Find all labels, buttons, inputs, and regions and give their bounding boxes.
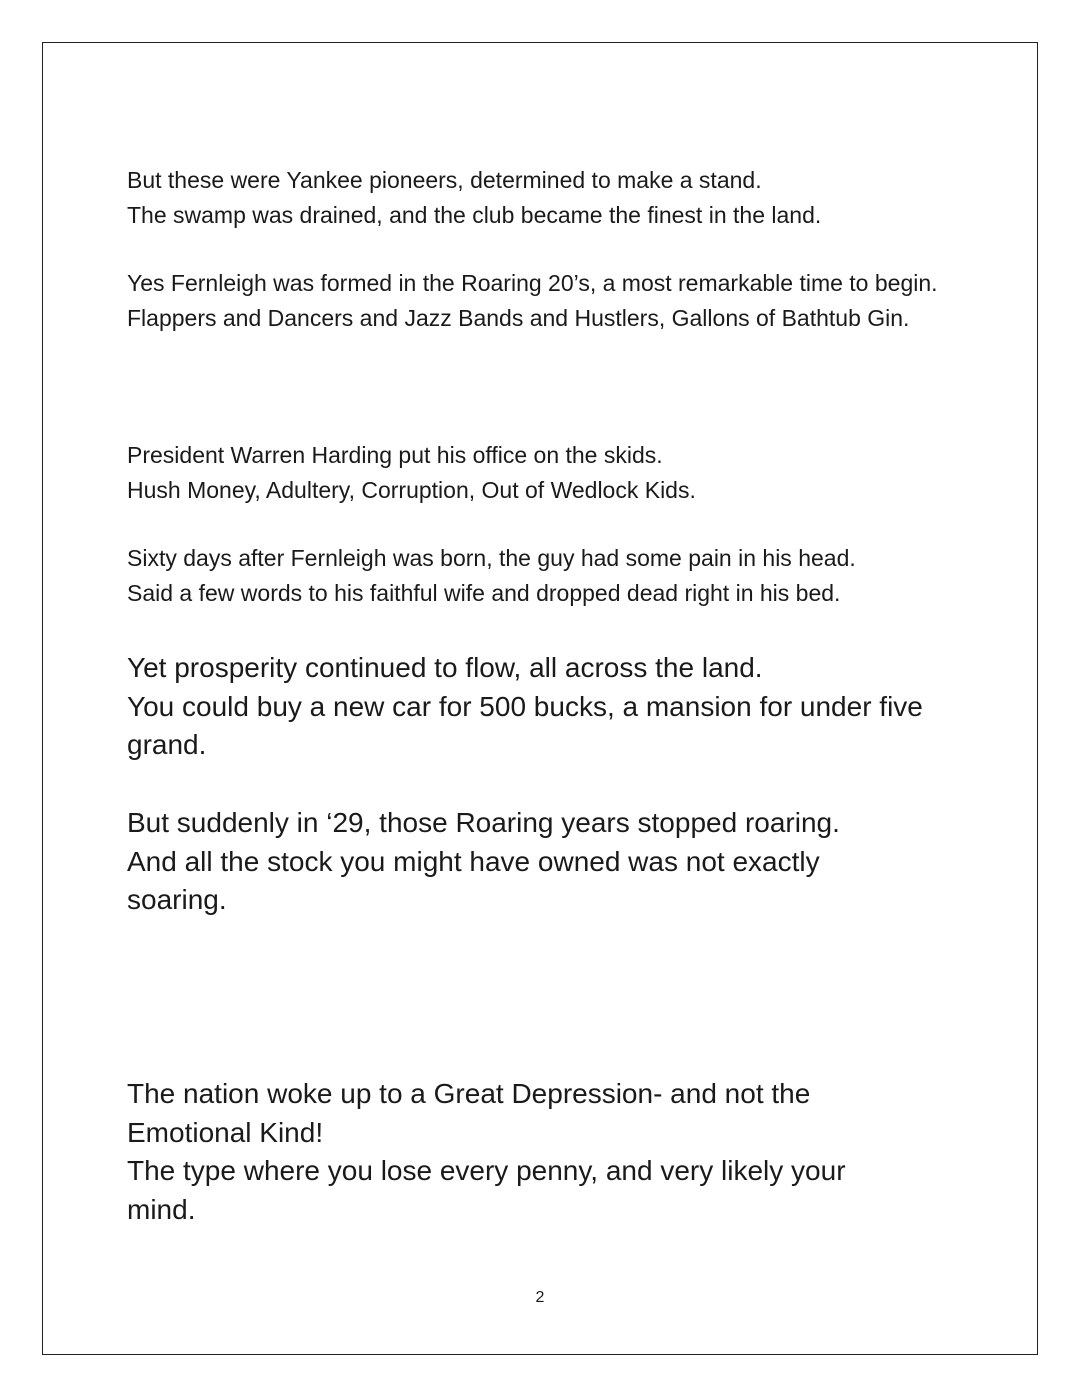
stanza-7 (127, 1075, 907, 1229)
stanza-line: The type where you lose every penny, and very likely your mind. (127, 1155, 846, 1225)
stanza-line: And all the stock you might have owned was not exactly soaring. (127, 845, 820, 915)
stanza-line: Sixty days after Fernleigh was born, the guy had some pain in his head. (127, 545, 856, 571)
stanza-line: The nation woke up to a Great Depression- and not the Emotional Kind! (127, 1078, 811, 1148)
stanza-4 (127, 541, 967, 610)
stanza-line: But these were Yankee pioneers, determined to make a stand. (127, 167, 762, 193)
stanza-line: You could buy a new car for 500 bucks, a mansion for under five grand. (127, 690, 923, 760)
stanza-5 (127, 649, 967, 765)
stanza-line: Yet prosperity continued to flow, all across the land. (127, 652, 763, 683)
stanza-line: Said a few words to his faithful wife and dropped dead right in his bed. (127, 579, 841, 606)
stanza-line: The swamp was drained, and the club became the finest in the land. (127, 201, 822, 228)
stanza-line: Hush Money, Adultery, Corruption, Out of Wedlock Kids. (127, 476, 696, 503)
stanza-line: Yes Fernleigh was formed in the Roaring 20’s, a most remarkable time to begin. (127, 270, 938, 296)
stanza-6 (127, 804, 907, 920)
stanza-3 (127, 438, 927, 507)
stanza-line: President Warren Harding put his office on the skids. (127, 442, 663, 468)
stanza-line: Flappers and Dancers and Jazz Bands and Hustlers, Gallons of Bathtub Gin. (127, 304, 910, 331)
stanza-line: But suddenly in ‘29, those Roaring years stopped roaring. (127, 807, 840, 838)
page-number: 2 (535, 1289, 545, 1306)
stanza-2 (127, 266, 942, 335)
stanza-1 (127, 163, 927, 232)
